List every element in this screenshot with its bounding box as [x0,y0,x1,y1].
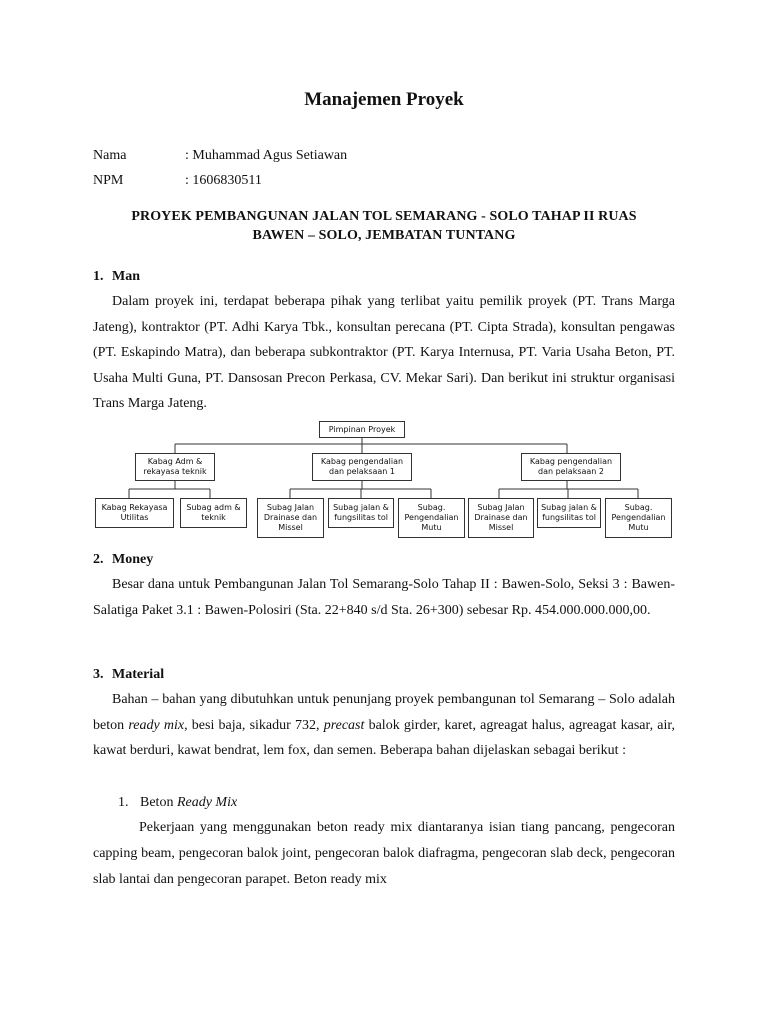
org-box-root: Pimpinan Proyek [319,421,405,438]
item-label: Beton [140,795,177,810]
org-box-level3-7: Subag jalan & fungsilitas tol [537,498,601,528]
paragraph-text: Dalam proyek ini, terdapat beberapa pihak yang terlibat yaitu pemilik proyek (PT. Trans Marga Jateng), kontraktor (PT. Adhi Karya Tbk., konsultan perecana (PT. Cipta Strada), konsultan pengawas (PT. Eskapindo Matra), dan beberapa subkontraktor (PT. Karya Internusa, PT. Varia Usaha Beton, PT. Usaha Multi Guna, PT. Dansosan Precon Perkasa, CV. Mekar Sari). Dan berikut ini struktur organisasi Trans Marga Jateng. [93,294,675,411]
section-man-paragraph [93,289,675,417]
name-value: : Muhammad Agus Setiawan [185,148,348,163]
item-number: 1. [118,795,129,810]
paragraph-text [93,687,675,764]
name-label: Nama [93,148,127,163]
project-title-line-2: BAWEN – SOLO, JEMBATAN TUNTANG [252,228,516,243]
section-money-paragraph [93,572,675,623]
npm-row [93,172,262,190]
item-label-italic: Ready Mix [176,795,238,810]
text-run: balok girder, karet, agreagat halus, agreagat kasar, air, kawat berduri, kawat bendrat, lem fox, dan semen. Beberapa bahan dijelaskan sebagai berikut : [93,717,675,758]
section-number: 2. [93,552,104,567]
paragraph-text: Pekerjaan yang menggunakan beton ready mix diantaranya isian tiang pancang, pengecoran capping beam, pengecoran balok joint, pengecoran balok diafragma, pengecoran slab deck, pengecoran slab lantai dan pengecoran parapet. Beton ready mix [93,820,675,887]
org-box-level2-2: Kabag pengendalian dan pelaksaan 1 [312,453,412,481]
section-title: Man [112,269,140,284]
section-man-heading [93,268,140,286]
org-box-level3-3: Subag Jalan Drainase dan Missel [257,498,324,538]
italic-term-precast: precast [323,717,365,733]
section-title: Material [112,667,165,682]
material-item-1-paragraph [93,815,675,893]
npm-label: NPM [93,173,124,188]
org-box-level3-1: Kabag Rekayasa Utilitas [95,498,174,528]
text-run: , besi baja, sikadur 732, [184,717,324,733]
project-title-line-1: PROYEK PEMBANGUNAN JALAN TOL SEMARANG - SOLO TAHAP II RUAS [131,209,637,224]
paragraph-text: Besar dana untuk Pembangunan Jalan Tol Semarang-Solo Tahap II : Bawen-Solo, Seksi 3 : Bawen-Salatiga Paket 3.1 : Bawen-Polosiri (Sta. 22+840 s/d Sta. 26+300) sebesar Rp. 454.000.000.000,00. [93,577,675,618]
italic-term-ready-mix: ready mix [128,717,185,733]
npm-value: : 1606830511 [185,173,262,188]
org-box-level3-6: Subag Jalan Drainase dan Missel [468,498,534,538]
org-box-level2-3: Kabag pengendalian dan pelaksaan 2 [521,453,621,481]
org-box-level3-2: Subag adm & teknik [180,498,247,528]
org-box-level3-8: Subag. Pengendalian Mutu [605,498,672,538]
text-run: Bahan – bahan yang dibutuhkan untuk penunjang proyek pembangunan tol Semarang – Solo adalah beton [93,692,675,733]
org-box-level3-4: Subag jalan & fungsilitas tol [328,498,394,528]
section-material-paragraph [93,687,675,764]
section-number: 3. [93,667,104,682]
section-number: 1. [93,269,104,284]
section-material-heading [93,666,164,684]
section-money-heading [93,551,153,569]
org-box-level2-1: Kabag Adm & rekayasa teknik [135,453,215,481]
material-item-1-heading [118,794,237,812]
document-title: Manajemen Proyek [304,89,464,110]
org-chart [93,420,675,545]
name-row [93,147,347,165]
section-title: Money [112,552,154,567]
org-box-level3-5: Subag. Pengendalian Mutu [398,498,465,538]
project-title [93,207,675,245]
